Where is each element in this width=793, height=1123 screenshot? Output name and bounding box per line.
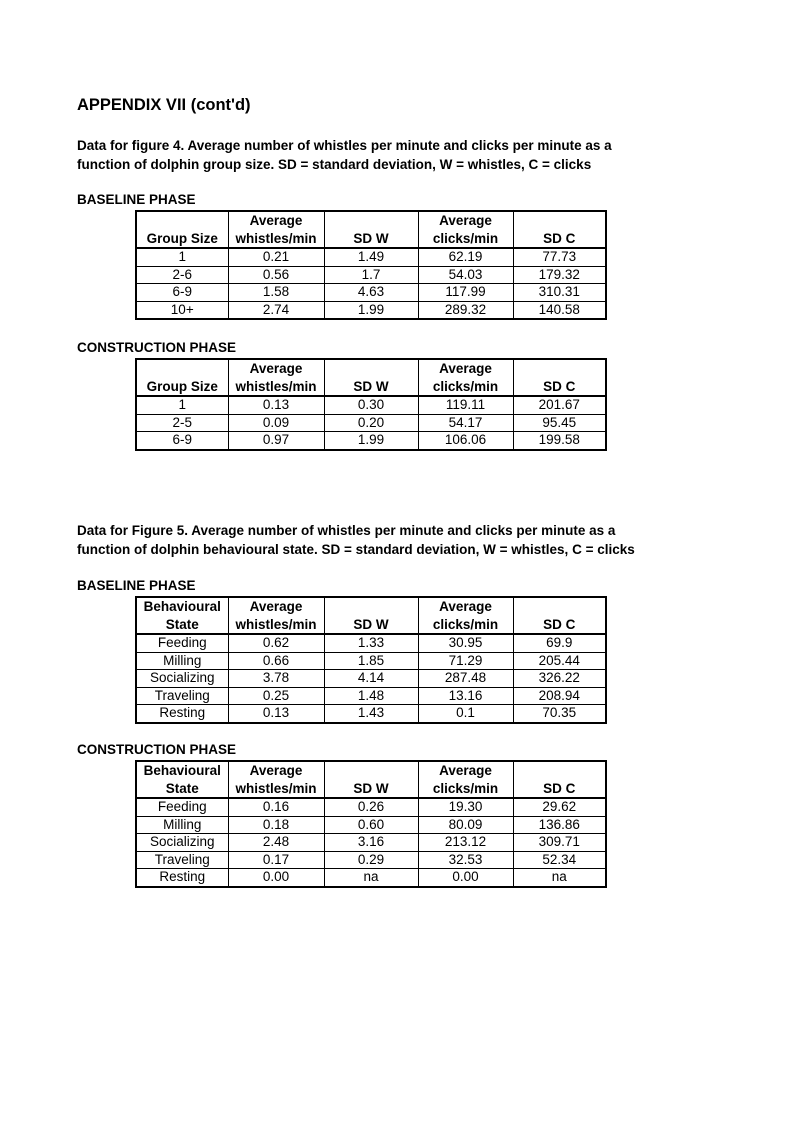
figure4-baseline-phase-label: BASELINE PHASE <box>77 192 196 207</box>
column-header-line1 <box>325 598 418 616</box>
table-cell: 70.35 <box>513 705 606 723</box>
column-header <box>513 359 606 396</box>
table-cell: 1.99 <box>324 301 418 319</box>
table-cell: 117.99 <box>418 284 513 302</box>
table-cell: Milling <box>136 652 228 670</box>
table-cell: 1.85 <box>324 652 418 670</box>
column-header <box>513 761 606 798</box>
table-cell: 95.45 <box>513 414 606 432</box>
table-cell: 0.30 <box>324 396 418 414</box>
figure4-baseline-table <box>135 210 607 320</box>
table-cell: 309.71 <box>513 834 606 852</box>
table-cell: 2-6 <box>136 266 228 284</box>
table-cell: 2.74 <box>228 301 324 319</box>
column-header-line2: clicks/min <box>432 780 499 796</box>
table-cell: 0.29 <box>324 851 418 869</box>
table-row <box>136 432 606 450</box>
table-cell: 199.58 <box>513 432 606 450</box>
column-header-line2: clicks/min <box>432 616 499 632</box>
table-cell: 1.99 <box>324 432 418 450</box>
table-row <box>136 248 606 266</box>
column-header <box>228 761 324 798</box>
column-header-line1 <box>325 212 418 230</box>
column-header-line2: SD W <box>353 230 389 246</box>
table-cell: 0.16 <box>228 798 324 816</box>
column-header-line2: whistles/min <box>235 780 317 796</box>
column-header <box>324 359 418 396</box>
table-cell: 0.97 <box>228 432 324 450</box>
table-cell: 205.44 <box>513 652 606 670</box>
table-cell: 0.62 <box>228 634 324 652</box>
table-cell: 52.34 <box>513 851 606 869</box>
table-cell: 19.30 <box>418 798 513 816</box>
column-header <box>324 761 418 798</box>
column-header-line2: whistles/min <box>235 378 317 394</box>
table-cell: 0.21 <box>228 248 324 266</box>
table-cell: 69.9 <box>513 634 606 652</box>
table-header-row <box>136 597 606 634</box>
table-row <box>136 670 606 688</box>
table-cell: Resting <box>136 869 228 887</box>
table-cell: 213.12 <box>418 834 513 852</box>
table-row <box>136 301 606 319</box>
table-cell: 0.09 <box>228 414 324 432</box>
table-cell: 3.78 <box>228 670 324 688</box>
column-header-line1: Average <box>249 213 303 228</box>
table-cell: 71.29 <box>418 652 513 670</box>
table-header-row <box>136 211 606 248</box>
table-cell: 32.53 <box>418 851 513 869</box>
table-cell: 0.1 <box>418 705 513 723</box>
column-header-line1: Average <box>249 599 303 614</box>
column-header <box>418 359 513 396</box>
table-cell: 54.03 <box>418 266 513 284</box>
table-cell: 0.20 <box>324 414 418 432</box>
figure5-construction-phase-label: CONSTRUCTION PHASE <box>77 742 237 757</box>
column-header-line2: SD C <box>543 616 576 632</box>
table-cell: 179.32 <box>513 266 606 284</box>
column-header-line1: Average <box>439 763 492 778</box>
column-header <box>228 359 324 396</box>
table-cell: 1 <box>136 248 228 266</box>
column-header-line1 <box>514 762 606 780</box>
column-header-line1 <box>137 212 228 230</box>
table-row <box>136 798 606 816</box>
table-cell: 10+ <box>136 301 228 319</box>
figure4-caption-line1: Data for figure 4. Average number of whistles per minute and clicks per minute as a <box>77 138 612 153</box>
table-cell: 3.16 <box>324 834 418 852</box>
table-cell: 30.95 <box>418 634 513 652</box>
table-cell: 0.13 <box>228 705 324 723</box>
table-row <box>136 634 606 652</box>
column-header-line1 <box>514 212 606 230</box>
page-title: APPENDIX VII (cont'd) <box>77 96 251 114</box>
column-header-line2: SD W <box>353 780 389 796</box>
figure5-caption-line1: Data for Figure 5. Average number of whistles per minute and clicks per minute as a <box>77 523 616 538</box>
column-header-line2: SD C <box>543 378 576 394</box>
column-header <box>228 211 324 248</box>
table-row <box>136 266 606 284</box>
column-header-line2: State <box>165 616 199 632</box>
column-header-line2: SD C <box>543 780 576 796</box>
table-cell: 1.43 <box>324 705 418 723</box>
table-cell: 0.26 <box>324 798 418 816</box>
table-row <box>136 687 606 705</box>
table-cell: 1.48 <box>324 687 418 705</box>
table-cell: 287.48 <box>418 670 513 688</box>
table-cell: 201.67 <box>513 396 606 414</box>
figure4-caption <box>77 136 612 174</box>
column-header-line1 <box>325 360 418 378</box>
table-cell: 0.66 <box>228 652 324 670</box>
column-header <box>418 597 513 634</box>
figure5-baseline-phase-label: BASELINE PHASE <box>77 578 196 593</box>
column-header-line1: Average <box>249 763 303 778</box>
column-header-line2: whistles/min <box>235 616 317 632</box>
column-header <box>136 597 228 634</box>
table-cell: Resting <box>136 705 228 723</box>
table-cell: 1.33 <box>324 634 418 652</box>
table-cell: Feeding <box>136 798 228 816</box>
table-row <box>136 851 606 869</box>
table-cell: 136.86 <box>513 816 606 834</box>
column-header-line2: clicks/min <box>432 230 499 246</box>
table-cell: 1.58 <box>228 284 324 302</box>
figure5-construction-table <box>135 760 607 888</box>
table-cell: 2.48 <box>228 834 324 852</box>
table-cell: 0.60 <box>324 816 418 834</box>
column-header-line1: Behavioural <box>143 599 221 614</box>
column-header <box>228 597 324 634</box>
figure5-caption-line2: function of dolphin behavioural state. SD = standard deviation, W = whistles, C = clicks <box>77 542 635 557</box>
table-cell: na <box>324 869 418 887</box>
table-cell: 0.25 <box>228 687 324 705</box>
column-header-line2: SD C <box>543 230 576 246</box>
figure4-construction-phase-label: CONSTRUCTION PHASE <box>77 340 237 355</box>
table-cell: 0.18 <box>228 816 324 834</box>
table-row <box>136 652 606 670</box>
table-cell: 0.13 <box>228 396 324 414</box>
column-header-line2: SD W <box>353 616 389 632</box>
table-cell: 2-5 <box>136 414 228 432</box>
table-cell: 6-9 <box>136 432 228 450</box>
column-header-line1: Average <box>439 599 492 614</box>
column-header-line2: SD W <box>353 378 389 394</box>
table-cell: 13.16 <box>418 687 513 705</box>
column-header <box>136 359 228 396</box>
column-header <box>513 597 606 634</box>
table-row <box>136 816 606 834</box>
column-header-line1: Average <box>439 213 492 228</box>
column-header-line1 <box>514 598 606 616</box>
table-cell: 0.00 <box>228 869 324 887</box>
column-header-line2: whistles/min <box>235 230 317 246</box>
table-cell: 140.58 <box>513 301 606 319</box>
table-cell: 29.62 <box>513 798 606 816</box>
table-cell: 77.73 <box>513 248 606 266</box>
table-cell: 54.17 <box>418 414 513 432</box>
table-cell: Socializing <box>136 834 228 852</box>
column-header-line1: Average <box>249 361 303 376</box>
table-row <box>136 869 606 887</box>
column-header <box>136 761 228 798</box>
column-header-line2: State <box>165 780 199 796</box>
table-row <box>136 284 606 302</box>
table-cell: na <box>513 869 606 887</box>
column-header-line1: Average <box>439 361 492 376</box>
table-cell: 1 <box>136 396 228 414</box>
table-cell: 0.17 <box>228 851 324 869</box>
column-header <box>324 597 418 634</box>
column-header-line1: Behavioural <box>143 763 221 778</box>
figure5-caption <box>77 521 677 559</box>
table-cell: 80.09 <box>418 816 513 834</box>
table-row <box>136 705 606 723</box>
column-header-line1 <box>137 360 228 378</box>
table-cell: 0.56 <box>228 266 324 284</box>
column-header-line2: clicks/min <box>432 378 499 394</box>
table-row <box>136 414 606 432</box>
table-cell: 0.00 <box>418 869 513 887</box>
column-header <box>418 761 513 798</box>
column-header-line2: Group Size <box>146 230 218 246</box>
table-cell: 62.19 <box>418 248 513 266</box>
column-header <box>513 211 606 248</box>
table-header-row <box>136 359 606 396</box>
table-cell: 4.63 <box>324 284 418 302</box>
table-cell: 208.94 <box>513 687 606 705</box>
table-cell: Milling <box>136 816 228 834</box>
column-header <box>418 211 513 248</box>
table-header-row <box>136 761 606 798</box>
table-cell: 310.31 <box>513 284 606 302</box>
figure4-construction-table <box>135 358 607 451</box>
figure5-baseline-table <box>135 596 607 724</box>
table-cell: 326.22 <box>513 670 606 688</box>
table-cell: 119.11 <box>418 396 513 414</box>
figure4-caption-line2: function of dolphin group size. SD = standard deviation, W = whistles, C = clicks <box>77 157 592 172</box>
column-header <box>324 211 418 248</box>
table-cell: 1.49 <box>324 248 418 266</box>
table-cell: 6-9 <box>136 284 228 302</box>
column-header-line1 <box>325 762 418 780</box>
table-cell: 289.32 <box>418 301 513 319</box>
table-cell: 4.14 <box>324 670 418 688</box>
table-cell: 106.06 <box>418 432 513 450</box>
column-header <box>136 211 228 248</box>
table-cell: Traveling <box>136 851 228 869</box>
column-header-line2: Group Size <box>146 378 218 394</box>
table-row <box>136 834 606 852</box>
column-header-line1 <box>514 360 606 378</box>
table-cell: Feeding <box>136 634 228 652</box>
table-cell: Socializing <box>136 670 228 688</box>
table-cell: 1.7 <box>324 266 418 284</box>
table-cell: Traveling <box>136 687 228 705</box>
table-row <box>136 396 606 414</box>
